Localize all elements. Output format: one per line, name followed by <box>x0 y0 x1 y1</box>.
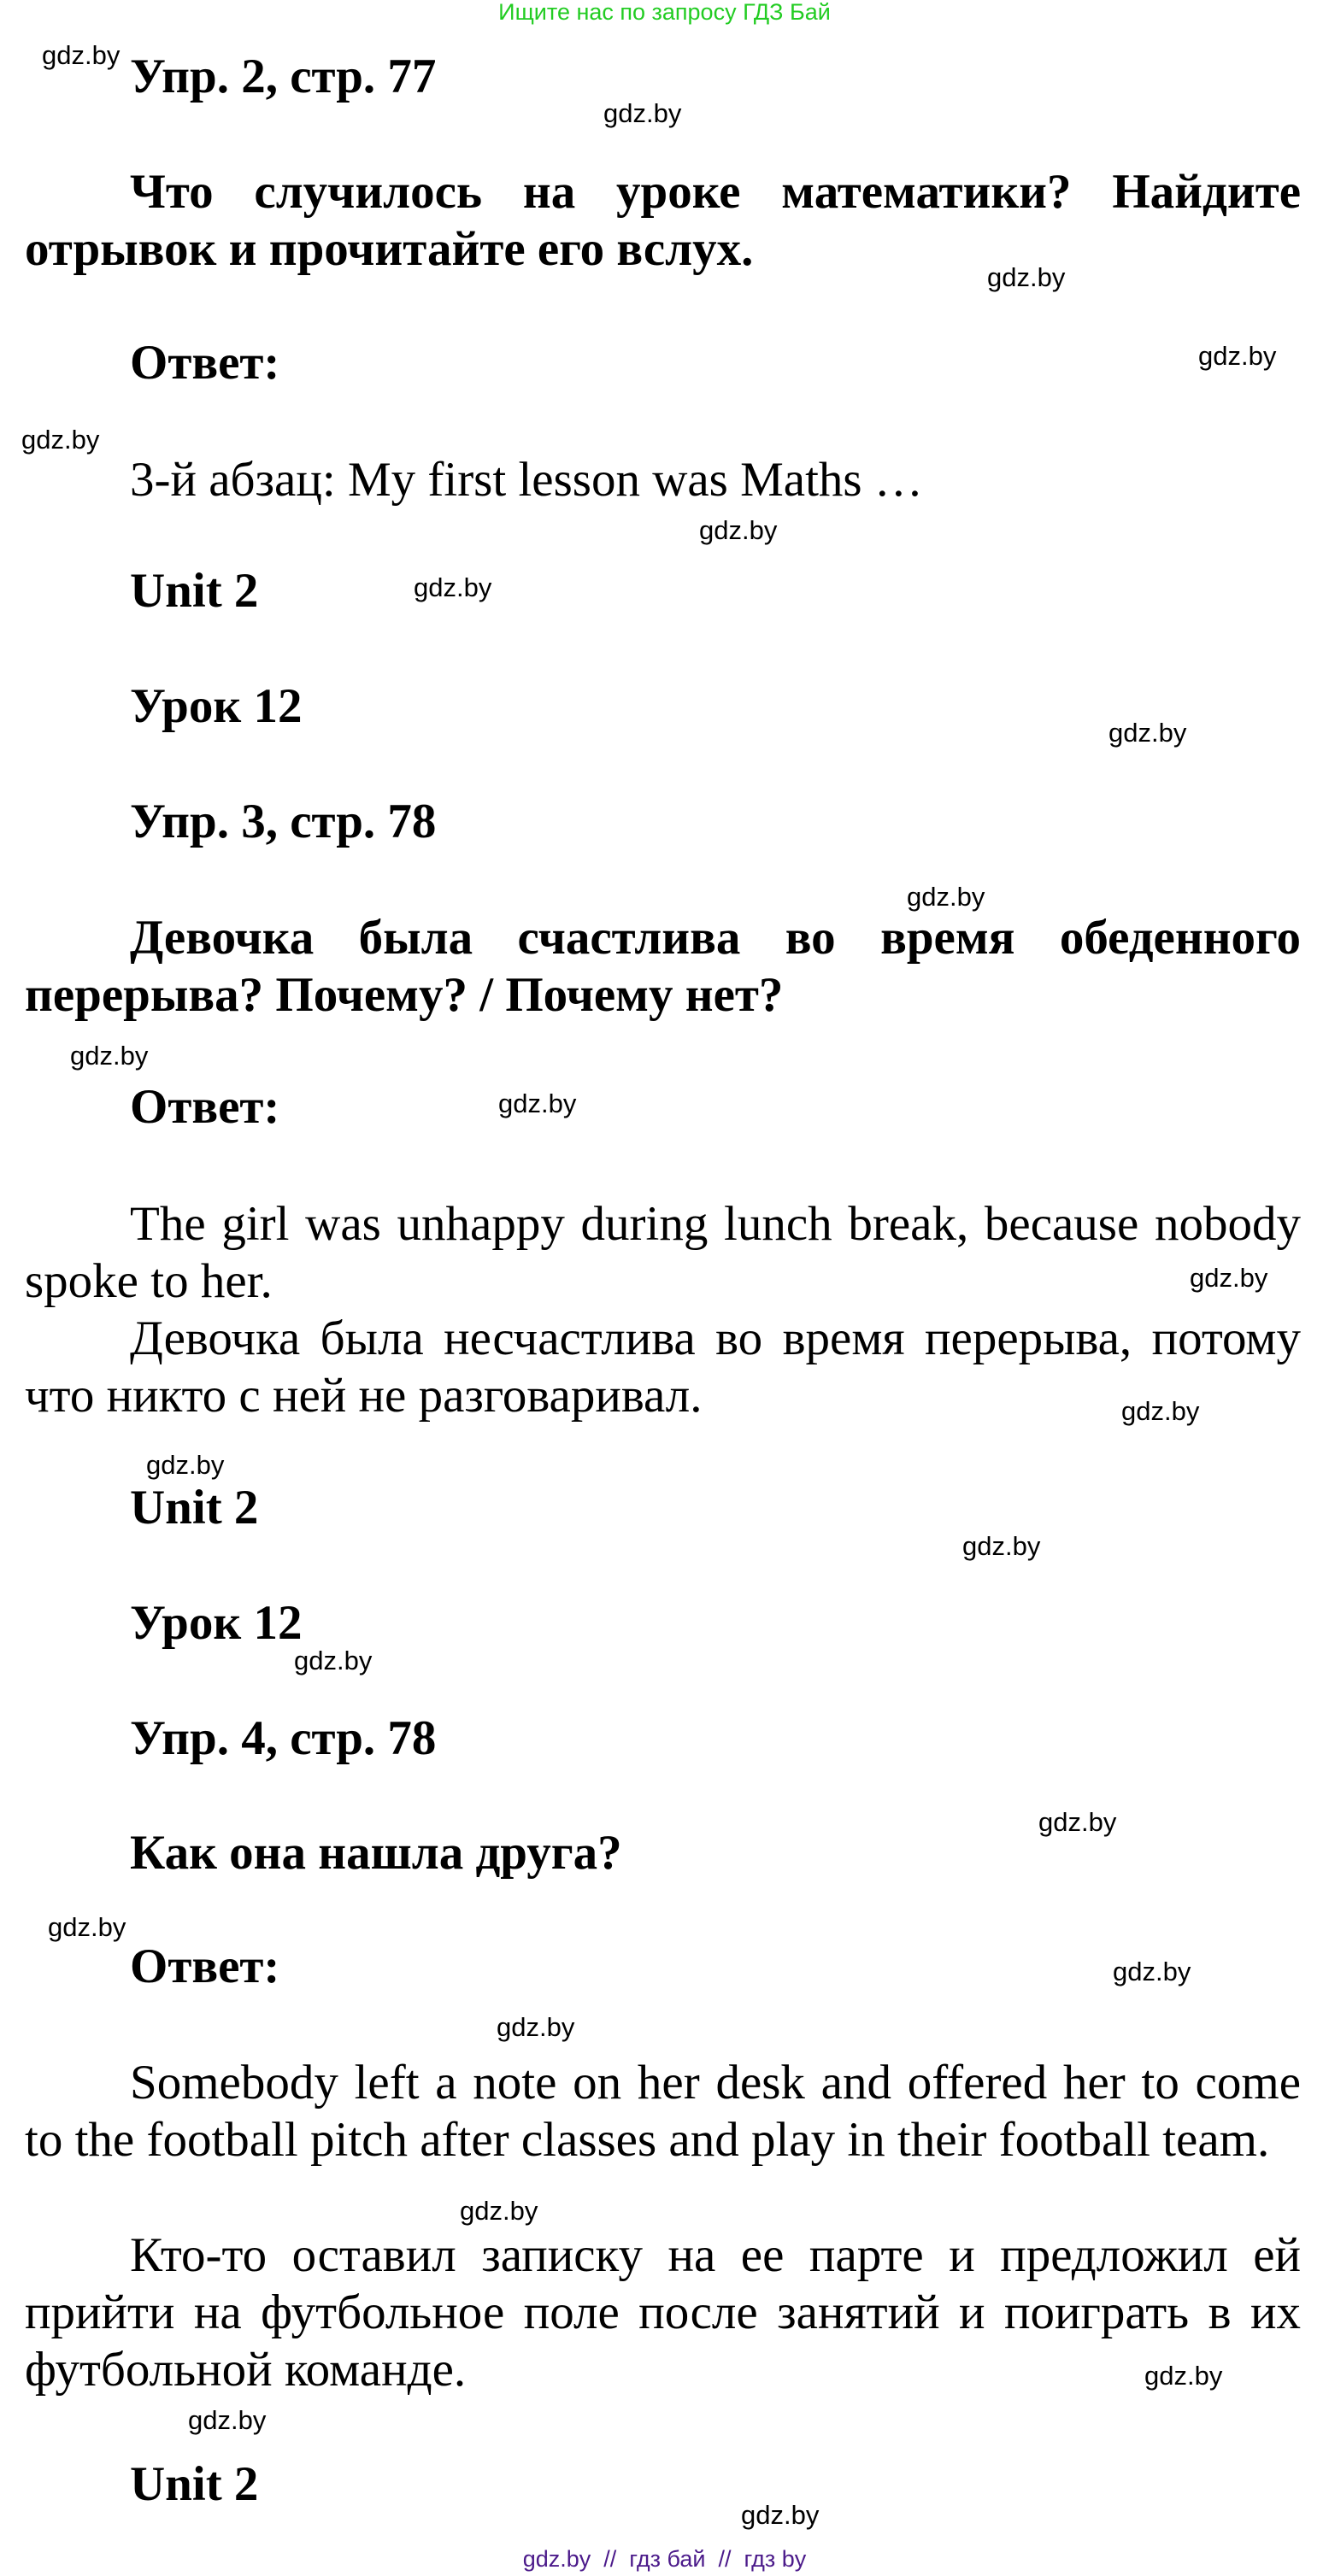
footer-links[interactable]: gdz.by // гдз бай // гдз by <box>522 2546 807 2572</box>
watermark: gdz.by <box>460 2196 538 2226</box>
answer-paragraph-russian: Кто-то оставил записку на ее парте и предложил ей прийти на футбольное поле после занятий и поиграть в их футбольной команде. <box>25 2228 1301 2397</box>
watermark: gdz.by <box>497 2012 575 2042</box>
question-text: Девочка была счастлива во время обеденного перерыва? Почему? / Почему нет? <box>25 911 1301 1022</box>
watermark: gdz.by <box>1108 718 1187 748</box>
watermark: gdz.by <box>1121 1396 1200 1426</box>
watermark: gdz.by <box>498 1088 577 1118</box>
lesson-heading: Урок 12 <box>130 679 303 733</box>
watermark: gdz.by <box>42 40 121 70</box>
answer-paragraph-english: The girl was unhappy during lunch break, because nobody spoke to her. <box>25 1197 1301 1308</box>
lesson-heading: Урок 12 <box>130 1596 303 1650</box>
exercise-heading: Упр. 4, стр. 78 <box>130 1711 437 1765</box>
watermark: gdz.by <box>294 1646 373 1675</box>
answer-label: Ответ: <box>130 1939 280 1993</box>
watermark: gdz.by <box>70 1041 149 1071</box>
answer-paragraph-russian: Девочка была несчастлива во время перерыва, потому что никто с ней не разговаривал. <box>25 1311 1301 1423</box>
unit-heading: Unit 2 <box>130 2457 259 2511</box>
watermark: gdz.by <box>699 515 778 545</box>
exercise-heading: Упр. 2, стр. 77 <box>130 50 437 103</box>
watermark: gdz.by <box>987 262 1066 292</box>
watermark: gdz.by <box>1144 2361 1223 2391</box>
exercise-heading: Упр. 3, стр. 78 <box>130 795 437 848</box>
watermark: gdz.by <box>188 2405 267 2435</box>
question-text: Как она нашла друга? <box>130 1826 622 1880</box>
answer-label: Ответ: <box>130 1080 280 1134</box>
watermark: gdz.by <box>1038 1807 1117 1837</box>
watermark: gdz.by <box>146 1450 225 1480</box>
watermark: gdz.by <box>1190 1263 1268 1293</box>
watermark: gdz.by <box>414 572 492 602</box>
answer-label: Ответ: <box>130 336 280 390</box>
question-text: Что случилось на уроке математики? Найдите отрывок и прочитайте его вслух. <box>25 165 1301 276</box>
watermark: gdz.by <box>962 1531 1041 1561</box>
watermark: gdz.by <box>1113 1957 1191 1986</box>
watermark: gdz.by <box>48 1912 126 1942</box>
unit-heading: Unit 2 <box>130 564 259 618</box>
watermark: gdz.by <box>21 425 100 455</box>
answer-paragraph-english: Somebody left a note on her desk and offered her to come to the football pitch after classes and play in their football team. <box>25 2056 1301 2167</box>
watermark: gdz.by <box>741 2500 820 2530</box>
search-banner[interactable]: Ищите нас по запросу ГДЗ Бай <box>498 0 831 25</box>
answer-paragraph: 3-й абзац: My first lesson was Maths … <box>130 453 923 507</box>
unit-heading: Unit 2 <box>130 1481 259 1534</box>
watermark: gdz.by <box>603 98 682 128</box>
watermark: gdz.by <box>1198 341 1277 371</box>
watermark: gdz.by <box>907 882 985 912</box>
